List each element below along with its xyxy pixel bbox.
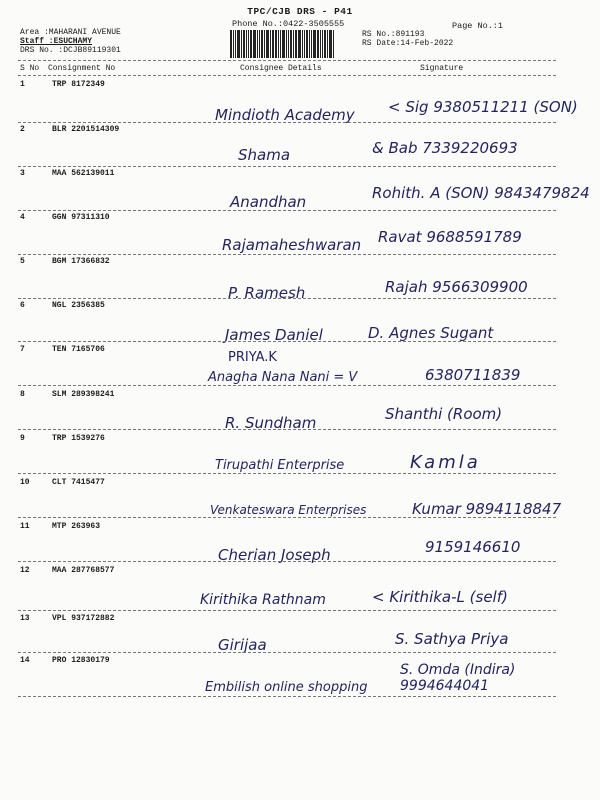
phone-number: Phone No.:0422-3505555 [232, 19, 345, 29]
divider [18, 210, 556, 211]
consignee-name: Shama [238, 146, 291, 164]
row-consignment-no: PRO 12830179 [52, 656, 110, 665]
barcode-bar [302, 30, 303, 58]
barcode-bar [295, 30, 297, 58]
divider [18, 75, 556, 76]
consignee-name: Kirithika Rathnam [200, 592, 326, 608]
row-sno: 9 [20, 434, 25, 443]
rs-date: RS Date:14-Feb-2022 [362, 39, 454, 48]
barcode-bar [306, 30, 308, 58]
barcode-bar [272, 30, 274, 58]
consignee-name: Anandhan [230, 193, 307, 211]
row-consignment-no: TRP 8172349 [52, 80, 105, 89]
consignee-name: Venkateswara Enterprises [210, 503, 367, 517]
signature-text: Kumar 9894118847 [412, 500, 562, 518]
divider [18, 385, 556, 386]
signature-text: < Kirithika-L (self) [372, 588, 508, 606]
consignee-name: James Daniel [225, 326, 323, 344]
row-sno: 10 [20, 478, 30, 487]
barcode-bar [282, 30, 285, 58]
signature-text: S. Sathya Priya [395, 630, 509, 648]
consignee-name: Tirupathi Enterprise [215, 458, 345, 473]
barcode-bar [275, 30, 277, 58]
row-consignment-no: SLM 289398241 [52, 390, 115, 399]
col-consignee: Consignee Details [240, 64, 322, 73]
barcode-bar [264, 30, 265, 58]
consignee-name: PRIYA.K [228, 350, 277, 365]
barcode-bar [250, 30, 252, 58]
signature-text: Shanthi (Room) [385, 405, 503, 423]
document-title: TPC/CJB DRS - P41 [247, 6, 353, 17]
divider [18, 561, 556, 562]
divider [18, 652, 556, 653]
divider [18, 254, 556, 255]
barcode-bar [246, 30, 247, 58]
row-sno: 2 [20, 125, 25, 134]
barcode-bar [233, 30, 234, 58]
row-sno: 14 [20, 656, 30, 665]
staff-label: Staff :ESUCHAMY [20, 37, 93, 46]
signature-text: D. Agnes Sugant [368, 324, 494, 342]
consignee-name: Embilish online shopping [205, 680, 368, 695]
row-consignment-no: NGL 2356385 [52, 301, 105, 310]
row-sno: 8 [20, 390, 25, 399]
row-consignment-no: MTP 263963 [52, 522, 101, 531]
barcode-bar [278, 30, 279, 58]
row-consignment-no: MAA 287768577 [52, 566, 115, 575]
col-sno: S No [20, 64, 40, 73]
row-sno: 6 [20, 301, 25, 310]
signature-text: Ravat 9688591789 [378, 228, 522, 246]
barcode-bar [322, 30, 323, 58]
signature-text: < Sig 9380511211 (SON) [388, 98, 578, 116]
divider [18, 696, 556, 697]
barcode-bar [320, 30, 321, 58]
barcode-bar [329, 30, 332, 58]
barcode-bar [304, 30, 305, 58]
row-consignment-no: TRP 1539276 [52, 434, 105, 443]
col-consignment: Consignment No [48, 64, 116, 73]
signature-text: Rohith. A (SON) 9843479824 [372, 184, 590, 202]
signature-text: 6380711839 [425, 366, 521, 384]
barcode-bar [313, 30, 316, 58]
barcode-bar [235, 30, 236, 58]
row-consignment-no: VPL 937172882 [52, 614, 115, 623]
divider [18, 429, 556, 430]
barcode-bar [241, 30, 242, 58]
barcode-bar [230, 30, 232, 58]
divider [18, 341, 556, 342]
barcode-bar [298, 30, 301, 58]
row-consignment-no: CLT 7415477 [52, 478, 105, 487]
barcode-bar [286, 30, 287, 58]
barcode-bar [311, 30, 312, 58]
row-sno: 3 [20, 169, 25, 178]
row-consignment-no: MAA 562139011 [52, 169, 115, 178]
barcode-bar [309, 30, 310, 58]
barcode-bar [280, 30, 281, 58]
barcode-bar [324, 30, 326, 58]
consignee-name: P. Ramesh [228, 284, 306, 302]
row-sno: 4 [20, 213, 25, 222]
drs-number: DRS No. :DCJB89119301 [20, 46, 121, 55]
divider [18, 298, 556, 299]
signature-text: S. Omda (Indira) 9994644041 [400, 662, 516, 694]
barcode-bar [290, 30, 292, 58]
row-sno: 13 [20, 614, 30, 623]
consignee-name: Mindioth Academy [215, 106, 355, 124]
barcode-bar [293, 30, 294, 58]
row-sno: 12 [20, 566, 30, 575]
divider [18, 473, 556, 474]
page-number: Page No.:1 [452, 21, 504, 31]
row-sno: 7 [20, 345, 25, 354]
barcode-bar [317, 30, 319, 58]
row-sno: 5 [20, 257, 25, 266]
area-label: Area :MAHARANI AVENUE [20, 28, 121, 37]
col-signature: Signature [420, 64, 464, 73]
row-sno: 1 [20, 80, 25, 89]
row-consignment-no: BLR 2201514309 [52, 125, 120, 134]
barcode-bar [237, 30, 240, 58]
consignee-name: Girijaa [218, 636, 267, 654]
barcode-bar [259, 30, 260, 58]
divider [18, 60, 556, 61]
consignee-name: Cherian Joseph [218, 546, 331, 564]
barcode-bar [327, 30, 328, 58]
signature-text: Kamla [410, 452, 481, 473]
barcode-bar [253, 30, 256, 58]
barcode-bar [266, 30, 269, 58]
barcode-bar [333, 30, 334, 58]
barcode [230, 30, 358, 58]
rs-number: RS No.:891193 [362, 30, 425, 39]
divider [18, 166, 556, 167]
divider [18, 122, 556, 123]
divider [18, 517, 556, 518]
divider [18, 610, 556, 611]
barcode-bar [261, 30, 263, 58]
row-consignment-no: BGM 17366832 [52, 257, 110, 266]
signature-text: Rajah 9566309900 [385, 278, 528, 296]
row-sno: 11 [20, 522, 30, 531]
row-consignment-no: TEN 7165706 [52, 345, 105, 354]
barcode-bar [248, 30, 249, 58]
barcode-bar [257, 30, 258, 58]
signature-text: 9159146610 [425, 538, 521, 556]
barcode-bar [243, 30, 245, 58]
barcode-bar [270, 30, 271, 58]
signature-text: & Bab 7339220693 [372, 139, 518, 157]
row-consignment-no: GGN 97311310 [52, 213, 110, 222]
consignee-name: Rajamaheshwaran [222, 236, 362, 254]
barcode-bar [288, 30, 289, 58]
consignee-note: Anagha Nana Nani = V [208, 370, 358, 385]
consignee-name: R. Sundham [225, 414, 317, 432]
